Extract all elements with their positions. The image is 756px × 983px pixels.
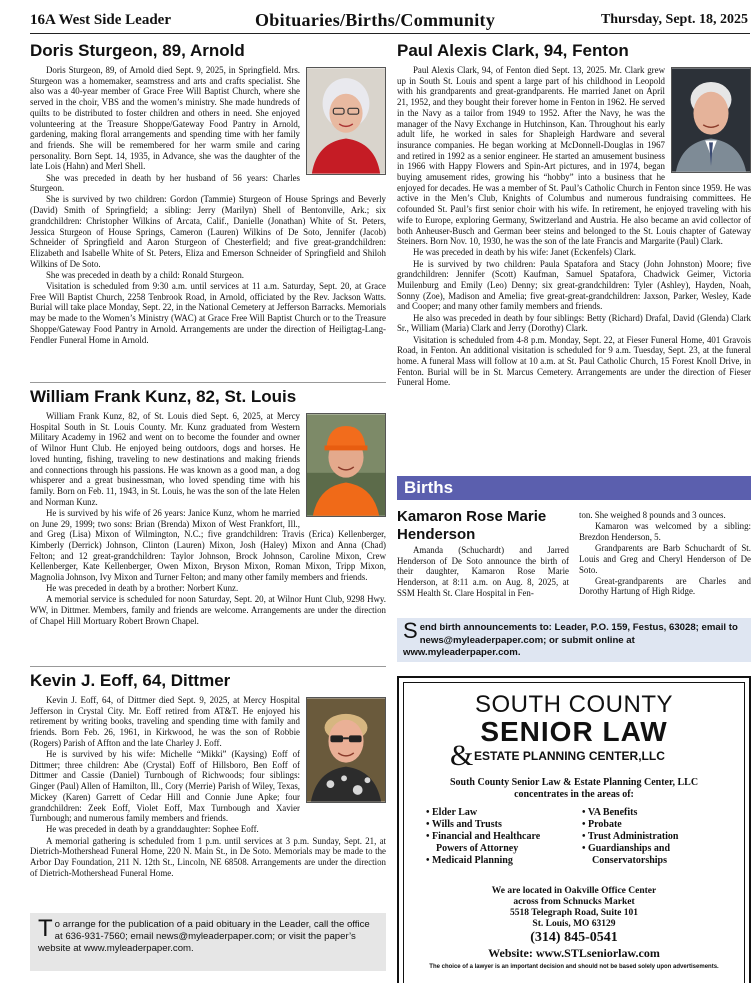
- portrait-elderly-woman-icon: [307, 68, 385, 174]
- service-item: • Trust Administration: [582, 831, 679, 843]
- birth-paragraph: Amanda (Schuchardt) and Jarred Henderson of De Soto announce the birth of their daughter, Kamaron Rose Marie Henderson, at 8:11 a.m. on Aug. 8, 2025, at SSM Health St. Clare Hospital in Fen-: [397, 545, 569, 598]
- obituary-paragraph: He is survived by two children: Paula Spatafora and Stacy (John Johnston) Moore; five grandchildren: Jennifer (Scott) Kaufman, Samuel Spatafora, Chadwick Geimer, Victoria Muilenburg and Emily (Leo) Denny; six great-grandchildren: Tyler (Ashley), Hayden, Noah, Sonny (Zoe), Madison and Amelia; five great-great-grandchildren: Jaxson, Parker, Wesley, Kade and Cooper; and many other family members and friends.: [397, 258, 751, 312]
- obituary-paragraph: He also was preceded in death by four siblings: Betty (Richard) Drafal, David (Glenda) Clark Sr., William (Maria) Clark and Jerry (Dorothy) Clark.: [397, 312, 751, 334]
- birth-announcement-info-text: end birth announcements to: Leader, P.O. 159, Festus, 63028; email to news@myleaderpaper.com; or submit online at www.myleaderpaper.com.: [403, 622, 738, 658]
- obituary-paragraph: He was preceded in death by a granddaughter: Sophee Eoff.: [46, 824, 259, 835]
- ad-phone: (314) 845-0541: [530, 930, 618, 945]
- drop-cap: S: [403, 618, 418, 643]
- obituary-paragraph: She was preceded in death by a child: Ronald Sturgeon.: [46, 269, 244, 280]
- ad-website: Website: www.STLseniorlaw.com: [488, 946, 660, 960]
- births-banner: Births: [397, 476, 751, 500]
- obituary-sturgeon: [30, 40, 386, 345]
- birth-paragraph: Grandparents are Barb Schuchardt of St. Louis and Greg and Cheryl Henderson of De Soto.: [579, 543, 751, 575]
- obituary-paragraph: He was preceded in death by his wife: Janet (Eckenfels) Clark.: [413, 247, 637, 258]
- ad-headline: SOUTH COUNTY: [475, 691, 673, 718]
- birth-paragraph: ton. She weighed 8 pounds and 3 ounces.: [579, 510, 726, 520]
- ampersand-icon: &: [450, 739, 474, 772]
- obituary-title: William Frank Kunz, 82, St. Louis: [30, 387, 297, 406]
- obituary-title: Doris Sturgeon, 89, Arnold: [30, 41, 245, 60]
- obituary-title: Kevin J. Eoff, 64, Dittmer: [30, 671, 231, 690]
- birth-text-left: [397, 545, 569, 599]
- portrait-man-orange-cap-icon: [307, 414, 385, 516]
- issue-date: Thursday, Sept. 18, 2025: [600, 12, 748, 27]
- birth-text-right: [579, 510, 751, 597]
- obituary-title: Paul Alexis Clark, 94, Fenton: [397, 41, 629, 60]
- obituary-info-box: [30, 913, 386, 971]
- obituary-paragraph: Visitation is scheduled from 4-8 p.m. Monday, Sept. 22, at Fieser Funeral Home, 401 Gravois Road, in Fenton. An additional visitation is scheduled for 9 a.m. Tuesday, Sept. 23, at the funeral home. A funeral Mass will follow at 10 a.m. at St. Paul Catholic Church, 15 Forest Knoll Drive, in Fenton. Burial will be in St. Marcus Cemetery. Arrangements are under the direction of Fieser Funeral Home.: [397, 334, 751, 388]
- obituary-clark: [397, 40, 751, 388]
- obituary-paragraph: He is survived by his wife of 26 years: Janice Kunz, whom he married on June 29, 1999; two sons: Brian (Brenda) Mixon of West Frankfort, Ill., and Greg (Lisa) Mixon of Wilmington, N.C.; five grandchildren: Travis (Erica) Kellenberger, Kimberly (Derrick) Johnson, Clinton (Lauren) Mixon, Josh (Haley) Mixon and Anna (Chad) Felton; and 12 great-grandchildren: Taylor Johnson, Brock Johnson, Caroline Mixon, Crew Kellenberger, Kate Kellenberger, Owen Mixon, Bryson Mixon, Roman Mixon, Tripp Mixon, Magnolia Johnson, Ivy Mixon and Turner Felton; and many other family members and friends.: [30, 507, 386, 583]
- ad-description: [404, 777, 744, 801]
- ad-focus-line: concentrates in the areas of:: [514, 789, 634, 800]
- ad-firm-name: South County Senior Law & Estate Planning Center, LLC: [449, 777, 699, 788]
- divider: [30, 382, 386, 383]
- birth-announcement-info-box: [397, 618, 751, 662]
- ad-headline-main: SENIOR LAW: [480, 716, 668, 747]
- advertisement-senior-law: [397, 676, 751, 983]
- birth-paragraph: Kamaron was welcomed by a sibling: Brezdon Henderson, 5.: [579, 521, 751, 542]
- drop-cap: T: [38, 915, 53, 942]
- page-header: [30, 8, 750, 34]
- photo-clark: [671, 67, 751, 173]
- obituary-paragraph: He is survived by his wife: Michelle “Mikki” (Kaysing) Eoff of Dittmer; three children: Abe (Crystal) Eoff of Hillsboro, Ben Eoff of Dittmer and Cassie (Daniel) Turnbough of Richwoods; four siblings: Ginger (Paul) Allen of Hamilton, Ill., Cory (Merrie) Parish of Wiley, Texas, Mickey (Karen) Garrett of Cedar Hill and Connie June Apke; four grandchildren: Zeek Eoff, Violet Eoff, Max Turnbough and Xavier Turnbough; and numerous family members and friends.: [30, 749, 300, 824]
- divider: [30, 666, 386, 667]
- service-item: • Medicaid Planning: [426, 855, 540, 867]
- portrait-man-sunglasses-icon: [307, 698, 385, 802]
- obituary-info-text: o arrange for the publication of a paid obituary in the Leader, call the office at 636-931-7560; email news@myleaderpaper.com; or visit the paper’s website at www.myleaderpaper.com.: [38, 919, 370, 954]
- obituary-paragraph: She was preceded in death by her husband of 56 years: Charles Sturgeon.: [30, 172, 300, 194]
- ad-services-right: [582, 807, 679, 867]
- obituary-eoff: [30, 670, 386, 878]
- obituary-paragraph: William Frank Kunz, 82, of St. Louis died Sept. 6, 2025, at Mercy Hospital South in St. Louis County. Mr. Kunz graduated from Western Military Academy in 1962 and went on to become the founder and owner of Wilnor Hunt Club. He enjoyed being outdoors, dogs and horses. He loved hunting, fishing, traveling to new destinations and making friends and connections through his passions. He was known as a good man, a dog whisperer and a great businessman, who loved spending time with his family. Born on Feb. 11, 1943, in St. Louis, he was the son of the late Helen and Norman Kunz.: [30, 411, 300, 507]
- obituary-kunz: [30, 386, 386, 627]
- service-item: • Guardianships and Conservatorships: [582, 843, 679, 867]
- birth-title: Kamaron Rose Marie Henderson: [397, 508, 547, 543]
- photo-sturgeon: [306, 67, 386, 175]
- obituary-paragraph: Doris Sturgeon, 89, of Arnold died Sept. 9, 2025, in Springfield. Mrs. Sturgeon was a homemaker, seamstress and arts and crafts specialist. She also was a 40-year member of Grace Free Will Baptist Church, where she served in the choir, VBS and the women’s ministry. She made hundreds of quilts to be distributed to foster children and others in need. She enjoyed volunteering at the Treasure Shoppe/Gateway Food Pantry in Arnold, gardening, making floral arrangements and spending time with her family and friends. She will be remembered for her warm smile and caring personality. Born Sept. 14, 1935, in Advance, she was the daughter of the late Lois (Hahn) and Merl Shell.: [30, 65, 300, 172]
- ad-services-left: [426, 807, 540, 867]
- service-item: • Elder Law: [426, 807, 540, 819]
- service-item: • Wills and Trusts: [426, 819, 540, 831]
- photo-kunz: [306, 413, 386, 517]
- service-item: • VA Benefits: [582, 807, 679, 819]
- obituary-paragraph: Paul Alexis Clark, 94, of Fenton died Sept. 13, 2025. Mr. Clark grew up in South St. Louis and spent a large part of his childhood in Leopold with his grandparents and great-grandparents. He married Janet on April 21, 1952, and they bought their forever home in Fenton in 1962. He served in the Navy as a tailor from 1949 to 1952. After the Navy, he was the manager of the Navy Exchange in Hutchinson, Kan. Throughout his early adult life, he worked in sales for Shaplеigh Hardware and several insurance companies. He began working at McDonnell-Douglas in 1967 and retired in 1992 as a senior engineer. He started an amusement business in 1966 with Happy Flowers and Spin-Art pictures, and in 1974, began buying amusement rides, growing his “hobby” into a business that he enjoyed for decades. He was a member of St. Paul’s Catholic Church in Fenton since 1959. He was active in the Men’s Club, Knights of Columbus and numerous fundraising committees. He cofounded St. Paul’s first senior choir with his wife. In retirement, he enjoyed traveling with his wife to Europe, exploring Germany, Switzerland and Austria. He also became an avid collector of both Anheuser-Busch and German beer steins and belonged to the St. Louis chapter of Gateway Steiners. Born Nov. 10, 1930, he was the son of the late Francis and Margarite (Paul) Clark.: [397, 65, 751, 247]
- birth-paragraph: Great-grandparents are Charles and Dorothy Hartung of High Ridge.: [579, 575, 751, 597]
- portrait-elderly-man-icon: [672, 68, 750, 172]
- obituary-paragraph: A memorial service is scheduled for noon Saturday, Sept. 20, at Wilnor Hunt Club, 9298 Hwy. WW, in Dittmer. Members, family and friends are welcome. Arrangements are under the direction of Chapel Hill Mortuary Robert Brown Chapel.: [30, 594, 386, 626]
- obituary-paragraph: Kevin J. Eoff, 64, of Dittmer died Sept. 9, 2025, at Mercy Hospital Jefferson in Crystal City. Mr. Eoff retired from AT&T. He enjoyed his retirement by writing books, traveling and spending time with family and friends. Born Feb. 26, 1961, in Kirkwood, he was the son of Robbie (Rogers) Parish of Affton and the late Charley J. Eoff.: [30, 695, 300, 748]
- ad-frame: [403, 682, 745, 983]
- ad-location: We are located in Oakville Office Center across from Schnucks Market 5518 Telegraph Road, Suite 101 St. Louis, MO 63129: [491, 886, 657, 929]
- section-title: Obituaries/Births/Community: [255, 10, 496, 30]
- obituary-paragraph: Visitation is scheduled from 9:30 a.m. until services at 11 a.m. Saturday, Sept. 20, at Grace Free Will Baptist Church, 2258 Tenbrook Road, in Arnold, officiated by the Rev. Jackson Watts. Burial will take place Monday, Sept. 22, in the National Cemetery at Jefferson Barracks. Memorials may be made to the Women’s Ministry (WAC) at Grace Free Will Baptist Church or to the Treasure Shoppe/Gateway Food Pantry in Arnold. Arrangements are under the direction of Heiligtag-Lang-Fendler Funeral Home in Arnold.: [30, 281, 386, 345]
- page-label: 16A West Side Leader: [30, 12, 171, 28]
- obituary-paragraph: He was preceded in death by a brother: Norbert Kunz.: [46, 583, 239, 594]
- service-item: • Financial and Healthcare Powers of Attorney: [426, 831, 540, 855]
- service-item: • Probate: [582, 819, 679, 831]
- photo-eoff: [306, 697, 386, 803]
- obituary-paragraph: A memorial gathering is scheduled from 1 p.m. until services at 3 p.m. Sunday, Sept. 21, at Dietrich-Mothershead Funeral Home, 220 N. Main St., in De Soto. Memorials may be made to the Arbor Day Foundation, 211 N. 12th St., Lincoln, NE 68508. Arrangements are under the direction of Dietrich-Mothershead Funeral Home.: [30, 835, 386, 878]
- obituary-paragraph: She is survived by two children: Gordon (Tammie) Sturgeon of House Springs and Beverly (David) Smith of Springfield; a sibling: Jerry (Marilyn) Shell of Bentonville, Ark.; six grandchildren: Christopher Wilkins of Arcata, Calif., Danielle (Jonathan) White of St. Peters, Jessica Sturgeon of House Springs, Cameron (Lauren) Wilkins of De Soto, Jennifer (Jacob) Schneider of Springfield and Aaron Sturgeon of Chesterfield; and five great-grandchildren: Elizabeth and Isabelle White of St. Peters, Eliza and Emerson Schneider of Springfield and Shiloh Wilkins of De Soto.: [30, 194, 386, 269]
- ad-disclaimer: The choice of a lawyer is an important decision and should not be based solely upon advertisements.: [429, 964, 719, 970]
- ad-subhead: ESTATE PLANNING CENTER,LLC: [474, 749, 665, 763]
